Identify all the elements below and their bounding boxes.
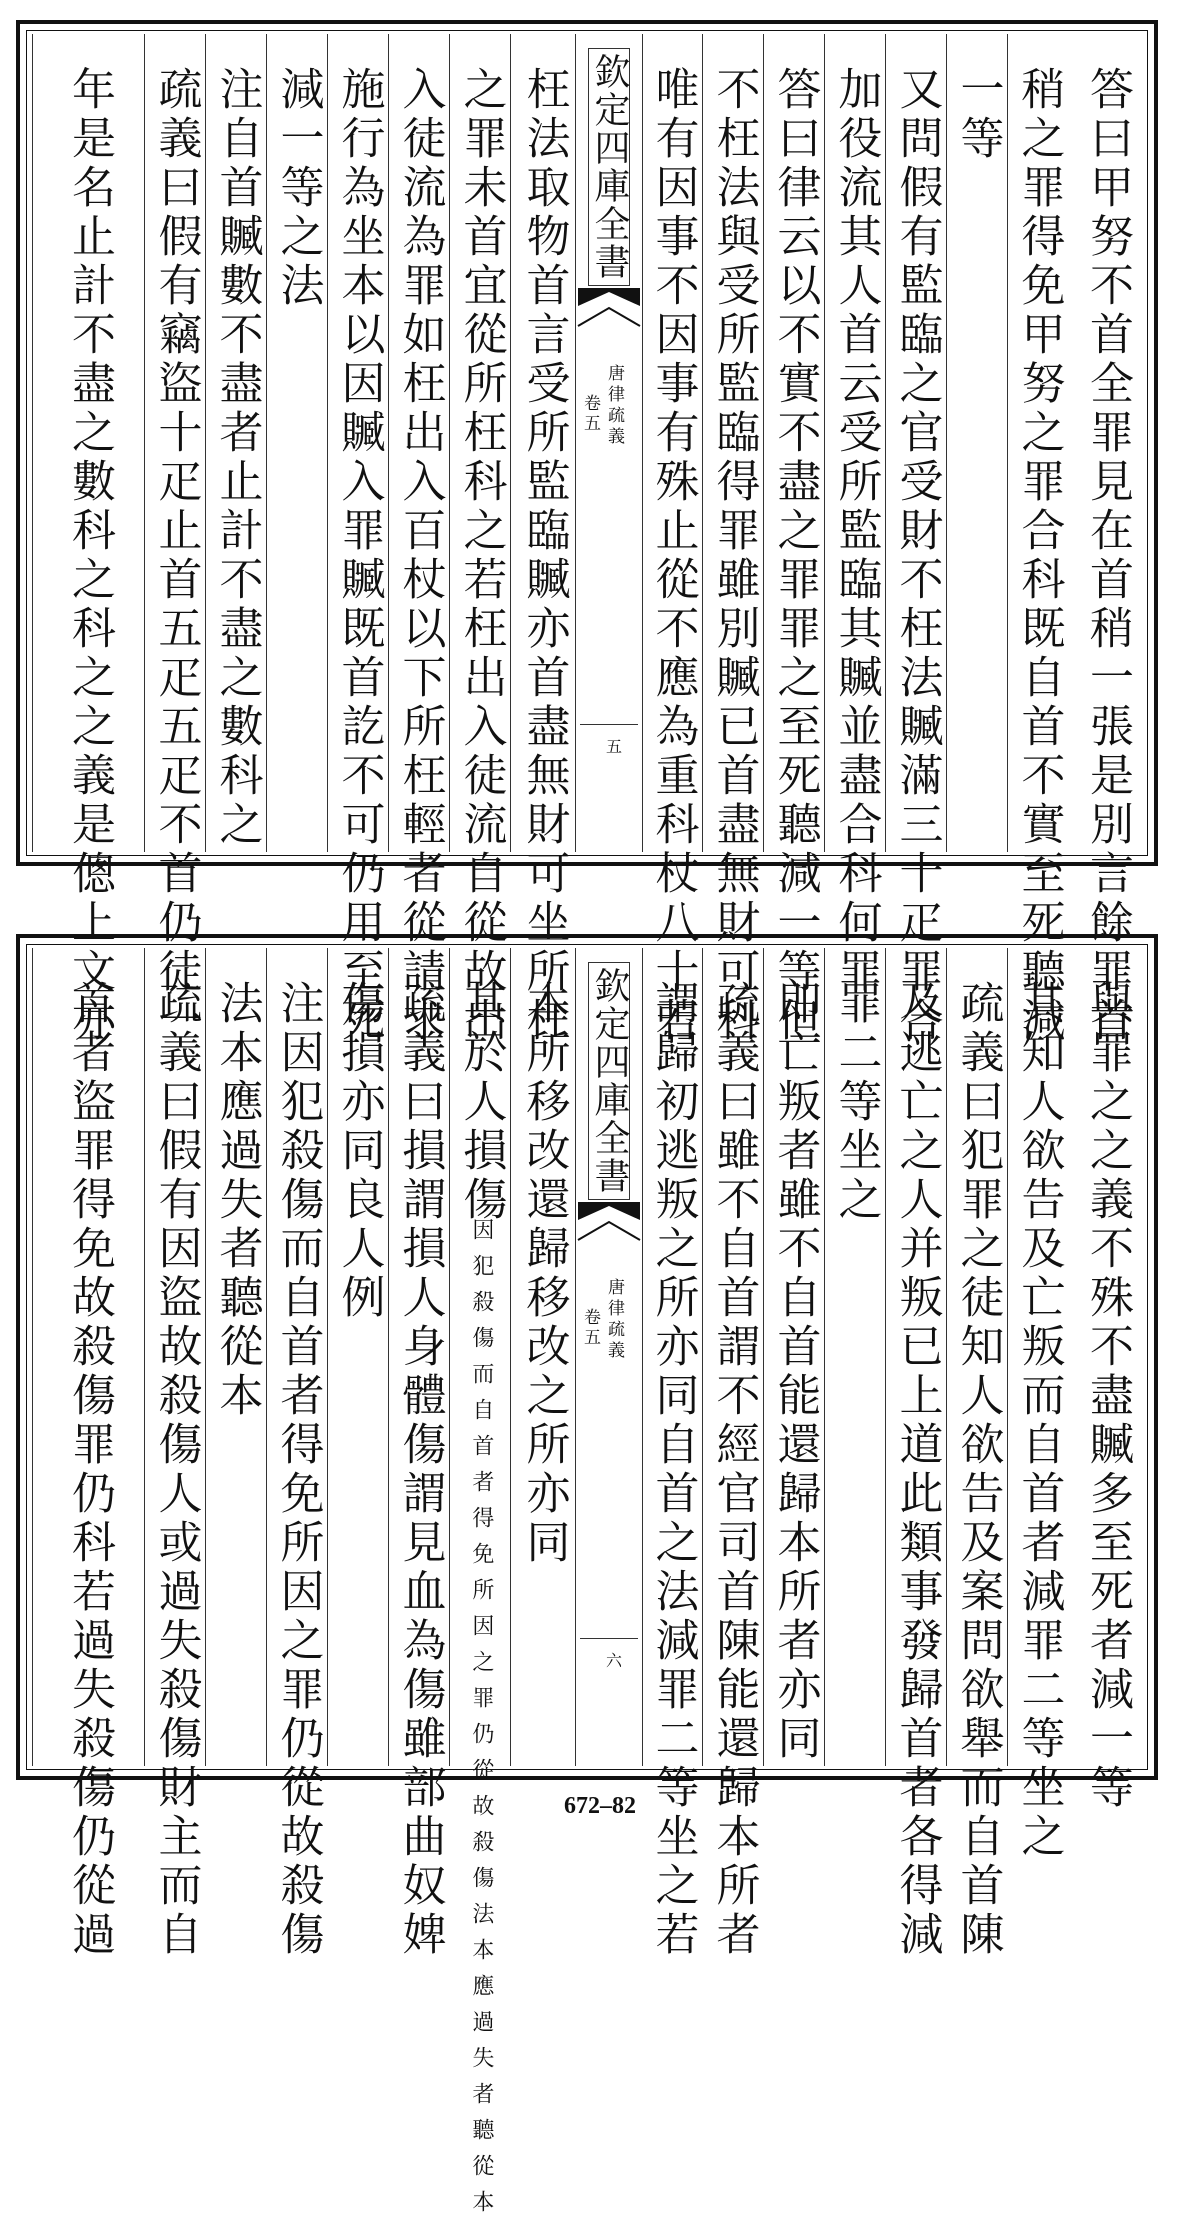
center-fold: [575, 34, 643, 852]
column-text: 其於人損傷: [455, 980, 507, 1225]
text-column: [32, 34, 145, 1046]
column-text: 疏義曰雖不自首謂不經官司首陳能還歸本所者: [708, 980, 760, 1960]
column-text: 答曰律云以不實不盡之罪罪之至死聽減一等但: [769, 66, 821, 1046]
column-text: 唯有因事不因事有殊止從不應為重科杖八十若: [647, 66, 699, 1046]
text-column: [763, 948, 825, 1766]
text-column: [449, 948, 511, 2226]
column-text: 疏義曰犯罪之徒知人欲告及案問欲舉而自首陳: [952, 980, 1004, 1960]
column-text: 注因犯殺傷而自首者得免所因之罪仍從故殺傷: [272, 980, 324, 1960]
leaf-number: 六: [606, 1651, 623, 1670]
column-text: 不枉法與受所監臨得罪雖別贓已首盡無財可科: [708, 66, 760, 1046]
column-text: 首者盜罪得免故殺傷罪仍科若過失殺傷仍從過: [64, 980, 115, 1960]
column-text: 疏義曰損謂損人身體傷謂見血為傷雖部曲奴婢: [394, 980, 446, 1960]
center-fold: [575, 948, 643, 1766]
volume-label: 卷五: [580, 394, 600, 434]
text-column: [702, 948, 764, 1960]
collection-title: 欽定四庫全書: [588, 962, 630, 1200]
column-text: 又問假有監臨之官受財不枉法贓滿三十疋罪合: [891, 66, 943, 1046]
leaf-number: 五: [606, 737, 623, 756]
text-column: [1007, 948, 1069, 1862]
text-column: [824, 948, 886, 1766]
column-text: 施行為坐本以因贓入罪贓既首訖不可仍用至死: [333, 66, 385, 1046]
column-text: 減一等之法: [272, 66, 324, 311]
column-text: 年是名止計不盡之數科之科之之義是傯上文亦: [64, 66, 115, 1046]
text-column: [327, 948, 389, 1766]
text-column: [388, 34, 450, 1046]
text-column: [641, 948, 703, 1960]
column-text: 入徒流為罪如枉出入百杖以下所枉輕者從請求: [394, 66, 446, 1046]
divider: [580, 1638, 638, 1639]
column-text: 枉法取物首言受所監臨贓亦首盡無財可坐所枉: [518, 66, 570, 1046]
column-text: 一等: [952, 66, 1004, 164]
text-column: [266, 948, 328, 1960]
text-column: [946, 34, 1008, 852]
top-page: [16, 20, 1158, 1046]
column-text: 加役流其人首云受所監臨其贓並盡合科何罪: [830, 66, 882, 997]
column-text: 稍之罪得免甲努之罪合科既自首不實至死聽減: [1013, 66, 1065, 1046]
text-column: [1068, 34, 1146, 1046]
column-text: 與罪之之義不殊不盡贓多至死者減一等: [1082, 980, 1133, 1813]
text-column: [885, 948, 947, 1960]
book-title: 唐律疏義: [604, 364, 624, 448]
page-number: 672–82: [564, 1793, 636, 1819]
text-column: [641, 34, 703, 1046]
text-column: [205, 948, 267, 1766]
commentary-note: 因犯殺傷而自首者得免所因之罪仍從故殺傷法本應過失者聽從本: [468, 1218, 494, 2226]
column-text: 即亡叛者雖不自首能還歸本所者亦同: [769, 980, 821, 1764]
column-text: 注自首贓數不盡者止計不盡之數科之: [211, 66, 263, 850]
text-column: [449, 34, 511, 1046]
text-column: [266, 34, 328, 852]
divider: [580, 724, 638, 725]
column-text: 其知人欲告及亡叛而自首者減罪二等坐之: [1013, 980, 1065, 1862]
text-column: [824, 34, 886, 997]
text-column: [763, 34, 825, 1046]
text-column: [510, 34, 576, 1046]
text-column: [32, 948, 145, 1960]
column-text: 及逃亡之人并叛已上道此類事發歸首者各得減: [891, 980, 943, 1960]
text-column: [327, 34, 389, 1046]
column-text: 本所移改還歸移改之所亦同: [518, 980, 570, 1568]
text-column: [510, 948, 576, 1766]
text-column: [1068, 948, 1146, 1813]
column-text: 法本應過失者聽從本: [211, 980, 263, 1421]
collection-title: 欽定四庫全書: [588, 48, 630, 286]
text-column: [885, 34, 947, 1046]
text-column: [1007, 34, 1069, 1046]
text-column: [388, 948, 450, 1960]
text-column: [946, 948, 1008, 1960]
book-title: 唐律疏義: [604, 1278, 624, 1362]
column-text: 疏義曰假有竊盜十疋止首五疋五疋不首仍徒一: [150, 66, 202, 1046]
column-text: 罪二等坐之: [830, 980, 882, 1225]
column-text: 謂歸初逃叛之所亦同自首之法減罪二等坐之若: [647, 980, 699, 1960]
text-column: [144, 948, 206, 1960]
column-text: 答曰甲努不首全罪見在首稍一張是別言餘罪首: [1082, 66, 1133, 1046]
text-column: [205, 34, 267, 852]
text-column: [702, 34, 764, 1046]
fishtail-ornament: [576, 282, 642, 330]
volume-label: 卷五: [580, 1308, 600, 1348]
column-text: 疏義曰假有因盜故殺傷人或過失殺傷財主而自: [150, 980, 202, 1960]
column-text: 傷損亦同良人例: [333, 980, 385, 1323]
fishtail-ornament: [576, 1196, 642, 1244]
column-text: 之罪未首宜從所枉科之若枉出入徒流自從故出: [455, 66, 507, 1046]
text-column: [144, 34, 206, 1046]
